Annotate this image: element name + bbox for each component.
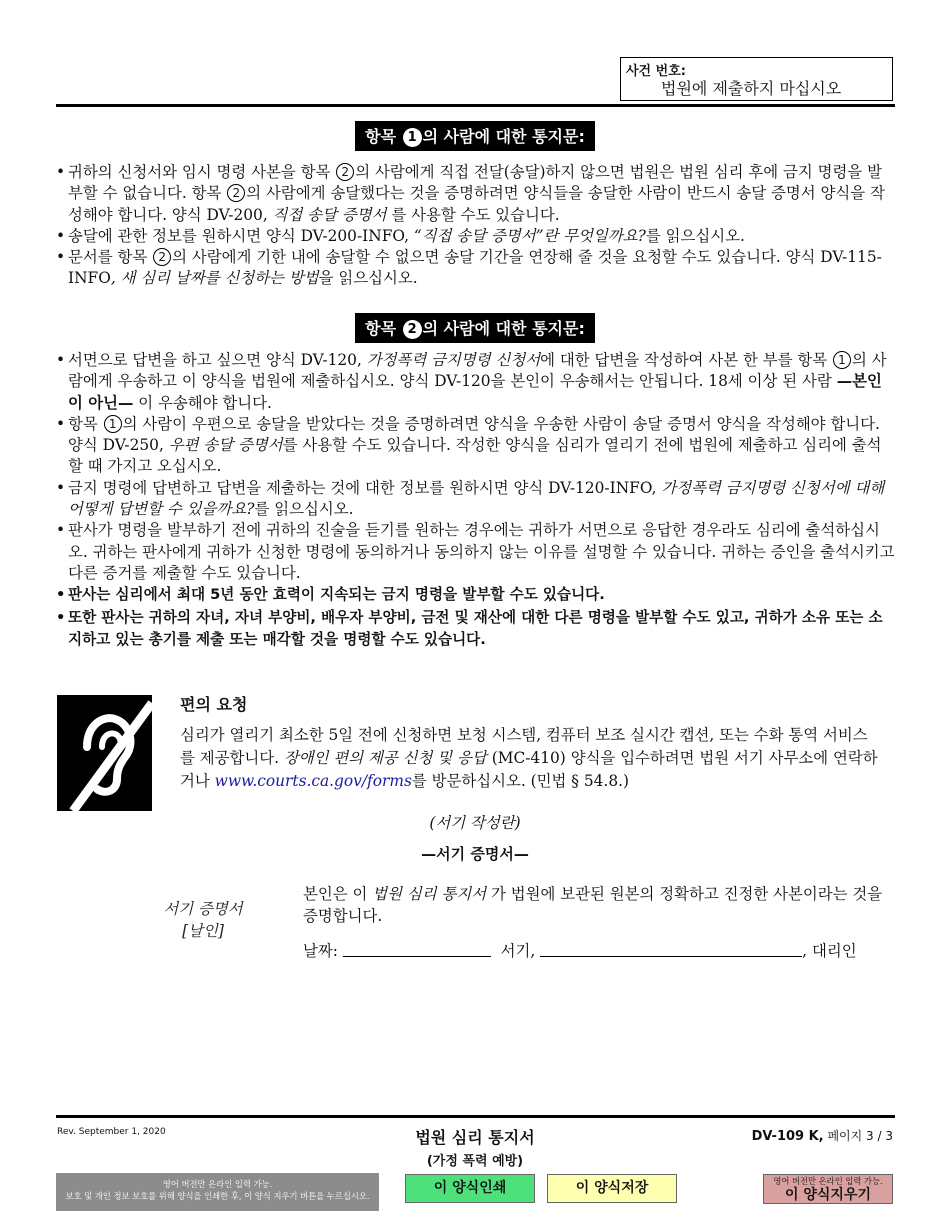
hearing-assistance-icon [57, 695, 152, 811]
clear-form-label: 이 양식지우기 [784, 1187, 872, 1203]
item-number-2-badge: 2 [403, 320, 422, 339]
item-number-badge: 1 [104, 415, 122, 433]
section2-heading-post: 의 사람에 대한 통지문: [422, 319, 585, 338]
clerk-seal-placeholder [148, 898, 258, 942]
list-item: • 송달에 관한 정보를 원하시면 양식 DV-200-INFO, “직접 송달 증명서”란 무엇일까요?를 읽으십시오. [56, 226, 896, 247]
case-number-box [620, 57, 893, 101]
notice-line-1: 영어 버전만 온라인 입력 가능. [162, 1179, 273, 1189]
print-form-button[interactable]: 이 양식인쇄 [405, 1174, 535, 1203]
clerk-label: 서기, [500, 942, 536, 960]
clear-form-note: 영어 버전만 온라인 입력 가능. [773, 1176, 883, 1186]
section1-heading-pre: 항목 [365, 127, 397, 146]
case-number-label: 사건 번호: [626, 64, 686, 79]
deputy-label: , 대리인 [802, 942, 857, 960]
top-divider [56, 104, 895, 107]
section1-heading [0, 121, 950, 151]
list-item-bold: • 판사는 심리에서 최대 5년 동안 효력이 지속되는 금지 명령을 발부할 수도 있습니다. [56, 584, 896, 607]
form-id: DV-109 K, [751, 1129, 824, 1144]
footer-divider [56, 1115, 895, 1118]
list-item-bold: • 또한 판사는 귀하의 자녀, 자녀 부양비, 배우자 부양비, 금전 및 재산에 대한 다른 명령을 발부할 수도 있고, 귀하가 소유 또는 소지하고 있는 총기를 제출 또는 매각할 것을 명령할 수도 있습니다. [56, 607, 896, 652]
date-label: 날짜: [303, 942, 338, 960]
seal-line-2: [날인] [182, 922, 224, 940]
item-number-1-badge: 1 [403, 128, 422, 147]
print-notice [56, 1173, 379, 1211]
save-form-button[interactable]: 이 양식저장 [547, 1174, 677, 1203]
list-item: • 항목 1 의 사람이 우편으로 송달을 받았다는 것을 증명하려면 양식을 우송한 사람이 송달 증명서 양식을 작성해야 합니다. 양식 DV-250, 우편 송달 증명서를 사용할 수도 있습니다. 작성한 양식을 심리가 열리기 전에 법원에 제출하고 심리에 출석할 때 가지고 오십시오. [56, 414, 896, 478]
revision-date: Rev. September 1, 2020 [57, 1127, 166, 1137]
item-number-badge: 1 [833, 351, 851, 369]
date-field[interactable] [343, 942, 491, 957]
section2-bullet-list [56, 350, 896, 652]
list-item: • 귀하의 신청서와 임시 명령 사본을 항목 2 의 사람에게 직접 전달(송달)하지 않으면 법원은 법원 심리 후에 금지 명령을 발부할 수 없습니다. 항목 2 의 사람에게 송달했다는 것을 증명하려면 양식들을 송달한 사람이 반드시 송달 증명서 양식을 작성해야 합니다. 양식 DV-200, 직접 송달 증명서 를 사용할 수도 있습니다. [56, 162, 896, 226]
form-subtitle: (가정 폭력 예방) [426, 1154, 524, 1169]
clerk-certificate-text: 본인은 이 법원 심리 통지서 가 법원에 보관된 원본의 정확하고 진정한 사본이라는 것을 증명합니다. [303, 885, 883, 925]
list-item: • 판사가 명령을 발부하기 전에 귀하의 진술을 듣기를 원하는 경우에는 귀하가 서면으로 응답한 경우라도 심리에 출석하십시오. 귀하는 판사에게 귀하가 신청한 명령에 동의하거나 동의하지 않는 이유를 설명할 수 있습니다. 귀하는 증인을 출석시키고 다른 증거를 제출할 수도 있습니다. [56, 520, 896, 584]
section1-heading-post: 의 사람에 대한 통지문: [422, 127, 585, 146]
accommodation-text: 심리가 열리기 최소한 5일 전에 신청하면 보청 시스템, 컴퓨터 보조 실시간 캡션, 또는 수화 통역 서비스를 제공합니다. 장애인 편의 제공 신청 및 응답 (MC-410) 양식을 입수하려면 법원 서기 사무소에 연락하거나 www.courts.ca.gov/forms를 방문하십시오. (민법 § 54.8.) [180, 726, 878, 790]
accommodation-title: 편의 요청 [180, 695, 248, 714]
page-info [752, 1127, 893, 1144]
clerk-fill-note: (서기 작성란) [429, 814, 521, 832]
case-number-value: 법원에 제출하지 마십시오 [661, 79, 842, 98]
section1-bullet-list [56, 162, 896, 290]
section2-heading-pre: 항목 [365, 319, 397, 338]
section2-heading [0, 313, 950, 343]
item-number-badge: 2 [336, 163, 354, 181]
list-item: • 문서를 항목 2 의 사람에게 기한 내에 송달할 수 없으면 송달 기간을 연장해 줄 것을 요청할 수도 있습니다. 양식 DV-115-INFO, 새 심리 날짜를 신청하는 방법을 읽으십시오. [56, 247, 896, 290]
item-number-badge: 2 [227, 184, 245, 202]
clerk-signature-line [303, 939, 857, 961]
clerk-name-field[interactable] [540, 942, 802, 957]
notice-line-2: 보호 및 개인 정보 보호를 위해 양식을 인쇄한 후, 이 양식 지우기 버튼을 누르십시오. [65, 1191, 370, 1201]
page-number: 페이지 3 / 3 [827, 1129, 893, 1143]
list-item: • 금지 명령에 답변하고 답변을 제출하는 것에 대한 정보를 원하시면 양식 DV-120-INFO, 가정폭력 금지명령 신청서에 대해 어떻게 답변할 수 있을까요?를 읽으십시오. [56, 478, 896, 521]
list-item: • 서면으로 답변을 하고 싶으면 양식 DV-120, 가정폭력 금지명령 신청서에 대한 답변을 작성하여 사본 한 부를 항목 1 의 사람에게 우송하고 이 양식을 법원에 제출하십시오. 양식 DV-120을 본인이 우송해서는 안됩니다. 18세 이상 된 사람 —본인이 아닌— 이 우송해야 합니다. [56, 350, 896, 414]
seal-line-1: 서기 증명서 [163, 900, 243, 918]
clerk-certificate-heading: —서기 증명서— [421, 845, 529, 863]
courts-forms-link[interactable]: www.courts.ca.gov/forms [214, 772, 412, 790]
form-title: 법원 심리 통지서 [415, 1128, 535, 1147]
clear-form-button[interactable] [763, 1174, 893, 1204]
item-number-badge: 2 [153, 248, 171, 266]
